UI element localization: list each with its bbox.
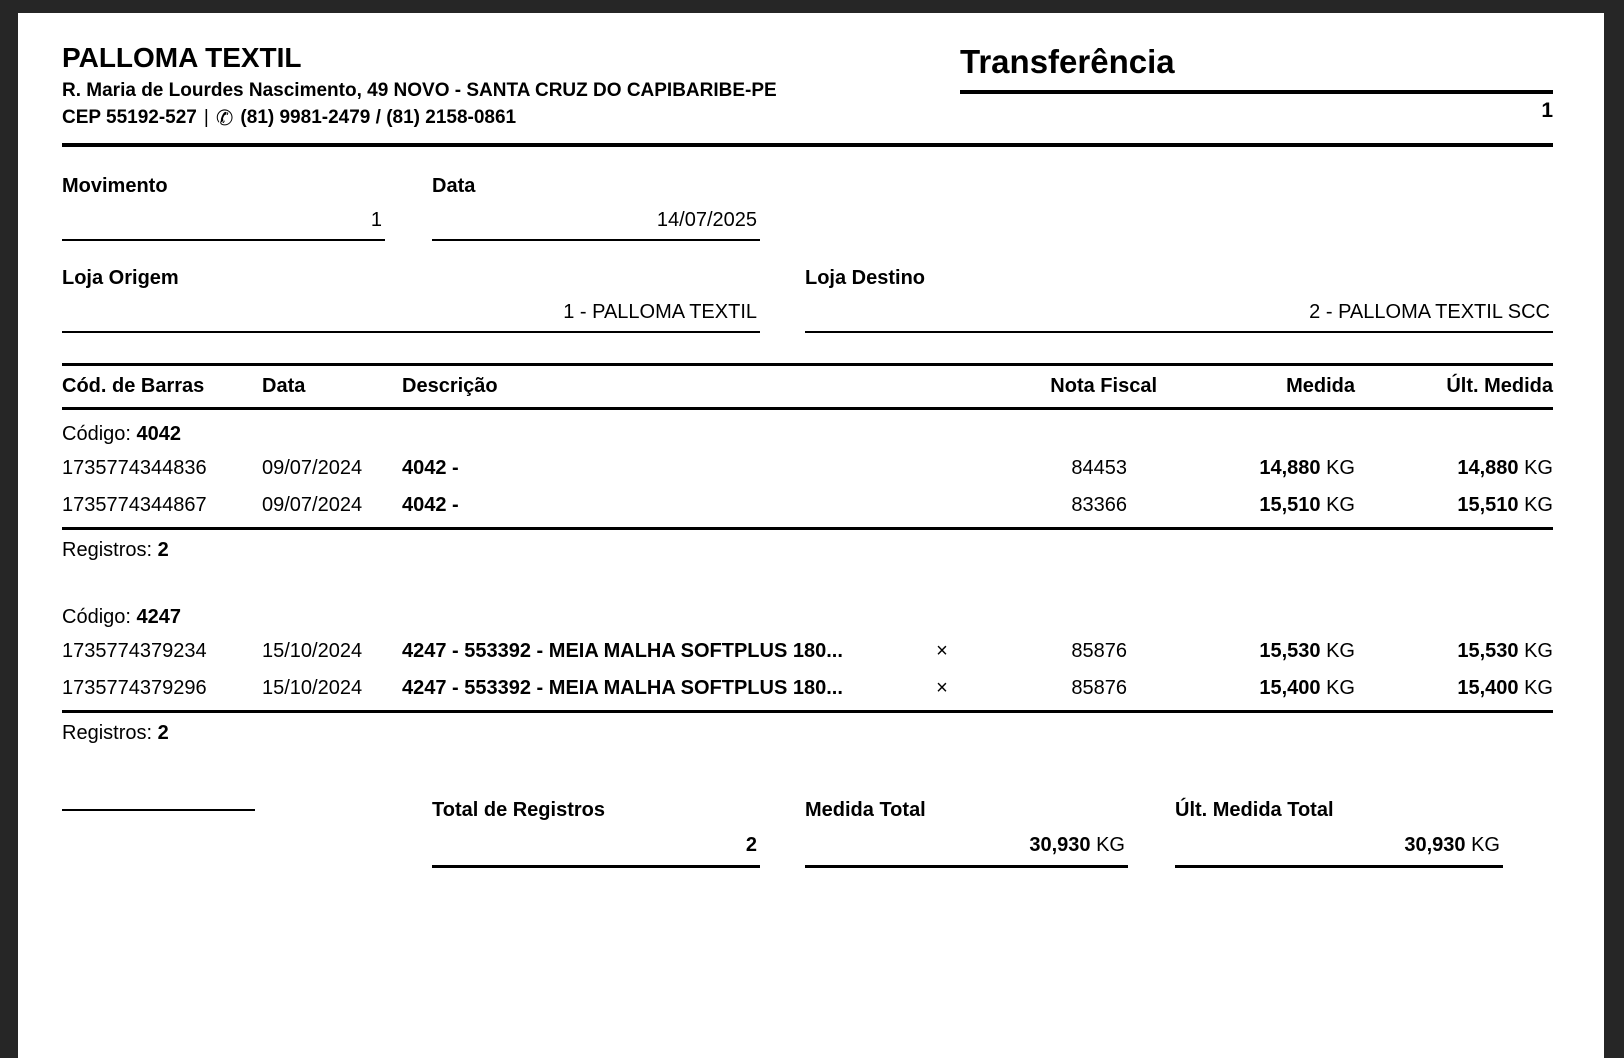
cell-barcode: 1735774344867 xyxy=(62,493,207,516)
registros-count: 2 xyxy=(157,538,169,561)
cell-measure: 15,510 KG xyxy=(1259,493,1355,516)
cell-invoice: 85876 xyxy=(1071,639,1127,662)
group-code-label: Código: xyxy=(62,605,131,628)
cell-measure: 15,530 KG xyxy=(1259,639,1355,662)
medida-total-field xyxy=(805,799,1128,868)
cell-description: 4042 - xyxy=(402,493,459,516)
group-registros-line xyxy=(62,713,1553,747)
report-header xyxy=(62,43,1553,131)
group-code-line xyxy=(62,606,1553,629)
company-phones: (81) 9981-2479 / (81) 2158-0861 xyxy=(240,107,517,129)
data-label: Data xyxy=(432,174,476,197)
company-contact xyxy=(62,106,777,131)
header-measure: Medida xyxy=(1286,374,1355,397)
cell-measure: 14,880 KG xyxy=(1259,456,1355,479)
movimento-value: 1 xyxy=(62,198,385,241)
table-header-row xyxy=(62,363,1553,410)
ult-medida-total-field xyxy=(1175,799,1503,868)
report-page xyxy=(18,13,1604,1058)
row-cancel-icon: × xyxy=(936,639,948,662)
cell-description: 4247 - 553392 - MEIA MALHA SOFTPLUS 180... xyxy=(402,639,843,662)
header-invoice: Nota Fiscal xyxy=(1050,374,1157,397)
ult-medida-total-value: 30,930 KG xyxy=(1175,822,1503,868)
field-movimento xyxy=(62,175,385,241)
cell-description: 4247 - 553392 - MEIA MALHA SOFTPLUS 180... xyxy=(402,676,843,699)
registros-label: Registros: xyxy=(62,721,153,744)
cell-last-measure: 14,880 KG xyxy=(1457,456,1553,479)
field-loja-origem xyxy=(62,267,760,333)
title-block xyxy=(960,43,1553,123)
report-title: Transferência xyxy=(960,43,1553,94)
header-date: Data xyxy=(262,374,306,397)
cell-barcode: 1735774379234 xyxy=(62,639,207,662)
cell-date: 15/10/2024 xyxy=(262,676,363,699)
group-registros-line xyxy=(62,530,1553,564)
cell-last-measure: 15,510 KG xyxy=(1457,493,1553,516)
row-cancel-icon: × xyxy=(936,676,948,699)
transfer-table xyxy=(62,363,1553,747)
fields-row-lojas xyxy=(62,267,1553,333)
cell-last-measure: 15,400 KG xyxy=(1457,676,1553,699)
company-name: PALLOMA TEXTIL xyxy=(62,42,302,73)
totals-section xyxy=(62,799,1553,868)
ult-medida-total-label: Últ. Medida Total xyxy=(1175,798,1334,821)
table-row xyxy=(62,670,1553,707)
cell-date: 09/07/2024 xyxy=(262,493,363,516)
signature-line xyxy=(62,809,255,868)
cell-barcode: 1735774344836 xyxy=(62,456,207,479)
company-block xyxy=(62,43,777,131)
fields-row-movimento-data xyxy=(62,175,1553,241)
table-group-4042 xyxy=(62,423,1553,564)
cell-invoice: 84453 xyxy=(1071,456,1127,479)
cell-invoice: 85876 xyxy=(1071,676,1127,699)
field-data xyxy=(432,175,760,241)
loja-destino-value: 2 - PALLOMA TEXTIL SCC xyxy=(805,290,1553,333)
group-code-line xyxy=(62,423,1553,446)
table-row xyxy=(62,633,1553,670)
loja-origem-label: Loja Origem xyxy=(62,266,179,289)
registros-count: 2 xyxy=(157,721,169,744)
cell-date: 15/10/2024 xyxy=(262,639,363,662)
total-registros-value: 2 xyxy=(432,822,760,868)
data-value: 14/07/2025 xyxy=(432,198,760,241)
medida-total-value: 30,930 KG xyxy=(805,822,1128,868)
table-row xyxy=(62,487,1553,524)
loja-destino-label: Loja Destino xyxy=(805,266,926,289)
group-code-value: 4042 xyxy=(136,422,181,445)
company-address: R. Maria de Lourdes Nascimento, 49 NOVO - SANTA CRUZ DO CAPIBARIBE-PE xyxy=(62,79,777,101)
total-registros-field xyxy=(432,799,760,868)
cell-measure: 15,400 KG xyxy=(1259,676,1355,699)
phone-icon: ✆ xyxy=(215,106,234,130)
total-registros-label: Total de Registros xyxy=(432,798,605,821)
header-barcode: Cód. de Barras xyxy=(62,374,205,397)
loja-origem-value: 1 - PALLOMA TEXTIL xyxy=(62,290,760,333)
table-row xyxy=(62,450,1553,487)
company-cep: CEP 55192-527 xyxy=(62,107,197,129)
cell-invoice: 83366 xyxy=(1071,493,1127,516)
page-number: 1 xyxy=(1541,99,1553,122)
contact-separator: | xyxy=(203,107,209,129)
cell-last-measure: 15,530 KG xyxy=(1457,639,1553,662)
header-last-measure: Últ. Medida xyxy=(1446,374,1553,397)
field-loja-destino xyxy=(805,267,1553,333)
cell-description: 4042 - xyxy=(402,456,459,479)
header-divider xyxy=(62,143,1553,147)
header-description: Descrição xyxy=(402,374,498,397)
cell-date: 09/07/2024 xyxy=(262,456,363,479)
medida-total-label: Medida Total xyxy=(805,798,926,821)
movimento-label: Movimento xyxy=(62,174,168,197)
group-code-label: Código: xyxy=(62,422,131,445)
table-group-4247 xyxy=(62,606,1553,747)
registros-label: Registros: xyxy=(62,538,153,561)
cell-barcode: 1735774379296 xyxy=(62,676,207,699)
group-code-value: 4247 xyxy=(136,605,181,628)
